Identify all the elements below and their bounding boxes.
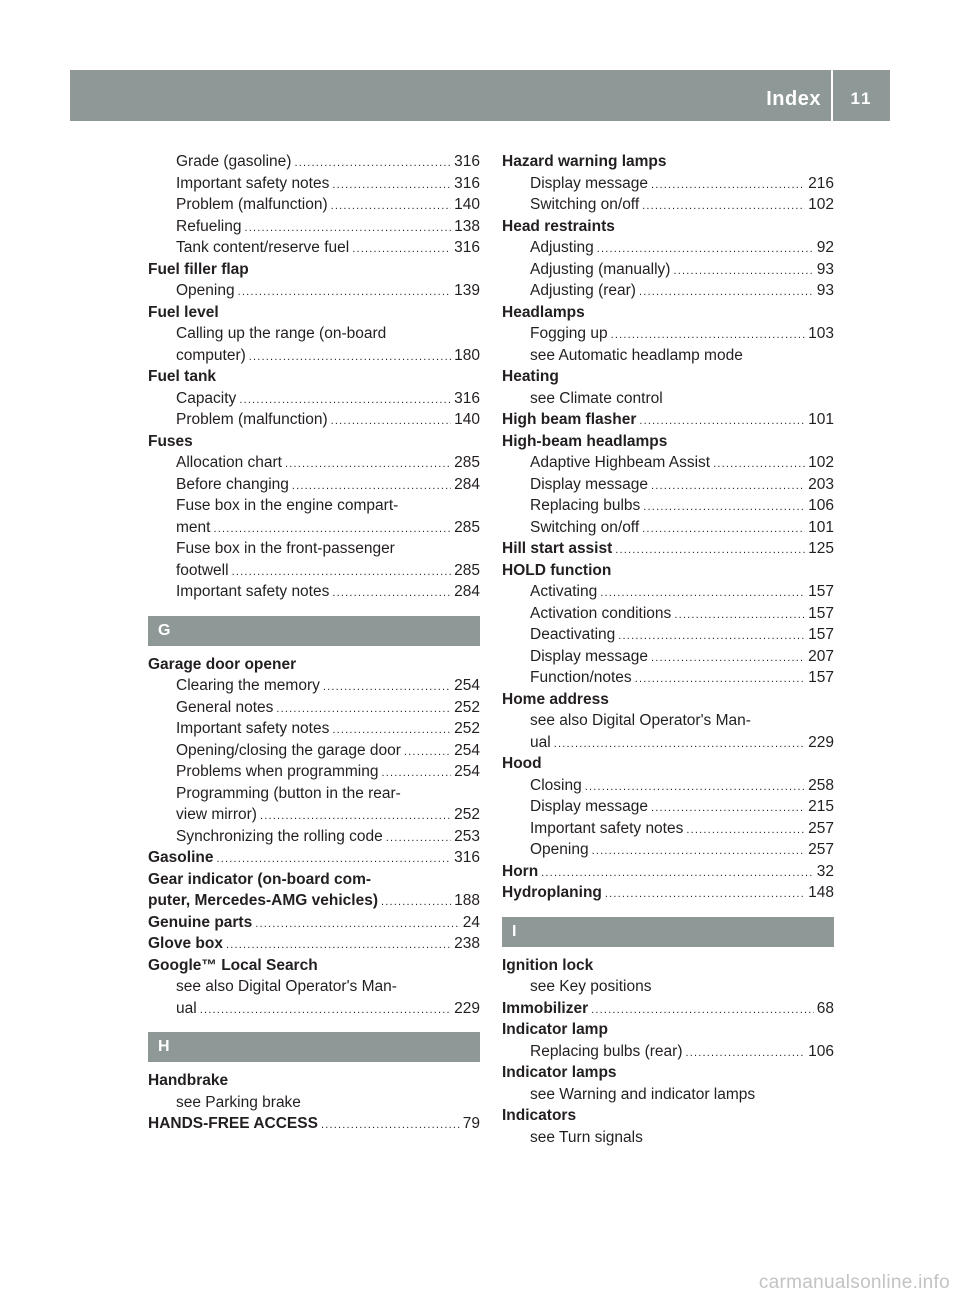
dot-leader (597, 239, 814, 261)
entry-page-number: 229 (808, 733, 834, 751)
entry-text: High beam flasher (502, 411, 637, 428)
entry-text: Synchronizing the rolling code (176, 827, 383, 845)
index-subentry (148, 388, 480, 410)
index-subentry (148, 783, 480, 805)
entry-text: Handbrake (148, 1072, 229, 1089)
index-entry (148, 955, 480, 977)
entry-text: HANDS-FREE ACCESS (148, 1115, 318, 1132)
entry-page-number: 207 (808, 647, 834, 665)
entry-page-number: 257 (808, 819, 834, 837)
index-entry (148, 259, 480, 281)
dot-leader (639, 282, 814, 304)
entry-text: Heating (502, 368, 559, 385)
dot-leader (585, 777, 805, 799)
dot-leader (255, 914, 460, 936)
dot-leader (249, 347, 451, 369)
dot-leader (635, 669, 805, 691)
entry-page-number: 316 (454, 153, 480, 170)
entry-text: Opening (176, 282, 235, 299)
entry-page-number: 32 (816, 862, 834, 880)
dot-leader (591, 1000, 814, 1022)
entry-text: Adaptive Highbeam Assist (530, 454, 711, 471)
index-entry (148, 1113, 480, 1135)
entry-text: Deactivating (530, 626, 616, 643)
index-subentry (502, 280, 834, 302)
dot-leader (321, 1115, 460, 1137)
index-subentry (502, 667, 834, 689)
entry-text: Tank content/reserve fuel (176, 239, 350, 256)
entry-page-number: 238 (454, 935, 480, 952)
entry-text: Capacity (176, 389, 237, 407)
entry-page-number: 79 (462, 1115, 480, 1132)
entry-text: Fuse box in the front-passenger (176, 540, 395, 557)
index-subentry (148, 280, 480, 302)
entry-text: Horn (502, 862, 539, 880)
entry-page-number: 284 (454, 475, 480, 493)
index-subentry (502, 173, 834, 195)
index-entry (502, 955, 834, 977)
dot-leader (642, 519, 805, 541)
entry-page-number: 258 (808, 776, 834, 794)
entry-page-number: 157 (808, 604, 834, 622)
index-entry (148, 654, 480, 676)
index-entry (502, 1062, 834, 1084)
entry-text: Switching on/off (530, 518, 640, 536)
entry-text: Adjusting (manually) (530, 260, 671, 278)
entry-page-number: 180 (454, 346, 480, 364)
header-bar (70, 70, 890, 121)
entry-page-number: 229 (454, 999, 480, 1017)
dot-leader (643, 497, 805, 519)
entry-text: Important safety notes (530, 819, 684, 837)
entry-text: Important safety notes (176, 720, 330, 737)
entry-text: Display message (530, 475, 649, 493)
index-subentry (148, 675, 480, 697)
entry-text: Hill start assist (502, 540, 613, 557)
entry-text: Garage door opener (148, 655, 297, 673)
entry-text: Indicators (502, 1107, 577, 1124)
index-subentry (148, 740, 480, 762)
index-entry (502, 689, 834, 711)
entry-text: Display message (530, 647, 649, 665)
index-subentry (148, 538, 480, 560)
entry-page-number: 103 (808, 325, 834, 342)
entry-text: Display message (530, 174, 649, 192)
index-entry (502, 409, 834, 431)
entry-text: Important safety notes (176, 174, 330, 192)
entry-text: Indicator lamp (502, 1021, 608, 1038)
entry-page-number: 285 (454, 518, 480, 536)
entry-page-number: 252 (454, 720, 480, 737)
index-entry (502, 882, 834, 904)
index-subentry (148, 761, 480, 783)
entry-page-number: 157 (808, 583, 834, 600)
dot-leader (686, 1043, 806, 1065)
index-subentry (502, 581, 834, 603)
dot-leader (226, 935, 451, 957)
index-entry (148, 933, 480, 955)
index-subentry (502, 603, 834, 625)
index-entry (502, 431, 834, 453)
index-entry (502, 1019, 834, 1041)
dot-leader (611, 325, 806, 347)
index-entry (502, 861, 834, 883)
entry-text: Headlamps (502, 303, 585, 321)
entry-page-number: 139 (454, 282, 480, 299)
dot-leader (651, 798, 805, 820)
index-entry (148, 847, 480, 869)
index-subentry (502, 818, 834, 840)
entry-page-number: 254 (454, 741, 480, 759)
entry-text: Replacing bulbs (530, 497, 641, 514)
dot-leader (332, 175, 451, 197)
index-subentry (148, 998, 480, 1020)
index-subentry (502, 495, 834, 517)
dot-leader (245, 218, 452, 240)
index-subentry (502, 710, 834, 732)
index-subentry (502, 194, 834, 216)
dot-leader (600, 583, 805, 605)
entry-text: Function/notes (530, 669, 632, 686)
dot-leader (381, 892, 451, 914)
dot-leader (276, 699, 451, 721)
section-letter-bar: H (148, 1032, 480, 1062)
entry-text: ual (530, 733, 551, 751)
index-entry (502, 302, 834, 324)
entry-page-number: 188 (454, 892, 480, 909)
index-subentry (502, 345, 834, 367)
index-subentry (502, 388, 834, 410)
index-entry (148, 431, 480, 453)
dot-leader (651, 175, 805, 197)
index-subentry (148, 216, 480, 238)
entry-text: Ignition lock (502, 956, 594, 974)
entry-text: Google™ Local Search (148, 956, 318, 974)
index-subentry (148, 718, 480, 740)
dot-leader (260, 806, 451, 828)
dot-leader (323, 677, 451, 699)
entry-page-number: 68 (816, 999, 834, 1017)
watermark: carmanualsonline.info (758, 1272, 950, 1293)
entry-page-number: 253 (454, 827, 480, 845)
index-entry (148, 869, 480, 891)
section-letter-bar: G (148, 616, 480, 646)
dot-leader (404, 742, 451, 764)
index-column-right (502, 151, 834, 1148)
entry-page-number: 102 (808, 196, 834, 213)
entry-text: computer) (176, 346, 246, 364)
dot-leader (332, 720, 451, 742)
entry-page-number: 101 (808, 411, 834, 428)
entry-text: Refueling (176, 217, 242, 235)
entry-page-number: 252 (454, 698, 480, 716)
entry-page-number: 316 (454, 849, 480, 866)
entry-page-number: 140 (454, 196, 480, 213)
index-entry (502, 560, 834, 582)
entry-text: Fogging up (530, 325, 608, 342)
index-subentry (502, 775, 834, 797)
entry-text: Grade (gasoline) (176, 153, 292, 170)
entry-page-number: 254 (454, 677, 480, 694)
index-subentry (148, 409, 480, 431)
entry-text: ment (176, 518, 211, 536)
entry-text: see Parking brake (176, 1093, 301, 1111)
entry-text: Replacing bulbs (rear) (530, 1042, 683, 1060)
dot-leader (213, 519, 451, 541)
dot-leader (285, 454, 451, 476)
entry-text: Adjusting (530, 239, 594, 256)
entry-text: Clearing the memory (176, 677, 320, 694)
entry-page-number: 252 (454, 806, 480, 823)
entry-page-number: 203 (808, 475, 834, 493)
dot-leader (686, 820, 805, 842)
entry-text: ual (176, 999, 197, 1017)
entry-text: Fuel tank (148, 368, 217, 385)
index-subentry (502, 1041, 834, 1063)
dot-leader (332, 583, 451, 605)
page-number: 11 (850, 89, 873, 108)
entry-text: HOLD function (502, 561, 612, 579)
entry-page-number: 148 (808, 884, 834, 901)
entry-text: Programming (button in the rear- (176, 784, 401, 802)
entry-text: see Key positions (530, 978, 652, 995)
entry-text: Fuse box in the engine compart- (176, 497, 399, 514)
entry-text: see Turn signals (530, 1128, 643, 1146)
entry-text: Calling up the range (on-board (176, 325, 387, 342)
entry-text: puter, Mercedes-AMG vehicles) (148, 892, 378, 909)
index-subentry (148, 173, 480, 195)
dot-leader (618, 626, 805, 648)
index-subentry (148, 1092, 480, 1114)
index-subentry (502, 646, 834, 668)
entry-text: Hazard warning lamps (502, 153, 667, 170)
entry-text: Home address (502, 690, 609, 708)
dot-leader (674, 605, 805, 627)
dot-leader (615, 540, 805, 562)
entry-text: Gasoline (148, 849, 214, 866)
entry-text: Fuel filler flap (148, 260, 249, 278)
entry-text: Problem (malfunction) (176, 196, 328, 213)
entry-page-number: 93 (816, 282, 834, 299)
index-subentry (148, 581, 480, 603)
entry-text: Indicator lamps (502, 1064, 617, 1081)
dot-leader (200, 1000, 451, 1022)
index-entry (502, 753, 834, 775)
entry-page-number: 285 (454, 561, 480, 579)
index-subentry (502, 474, 834, 496)
index-subentry (502, 732, 834, 754)
entry-page-number: 157 (808, 669, 834, 686)
dot-leader (294, 153, 451, 175)
entry-text: Switching on/off (530, 196, 640, 213)
dot-leader (651, 648, 805, 670)
entry-page-number: 101 (808, 518, 834, 536)
index-entry (148, 890, 480, 912)
dot-leader (592, 841, 806, 863)
index-subentry (502, 323, 834, 345)
entry-text: Activation conditions (530, 604, 672, 622)
index-subentry (502, 237, 834, 259)
entry-page-number: 316 (454, 174, 480, 192)
index-subentry (502, 796, 834, 818)
dot-leader (352, 239, 451, 261)
entry-text: Hydroplaning (502, 884, 602, 901)
entry-text: footwell (176, 561, 229, 579)
index-subentry (148, 323, 480, 345)
entry-text: Opening (530, 841, 589, 858)
index-subentry (148, 474, 480, 496)
index-subentry (502, 839, 834, 861)
entry-page-number: 257 (808, 841, 834, 858)
entry-page-number: 215 (808, 798, 834, 815)
index-entry (502, 1105, 834, 1127)
entry-text: Opening/closing the garage door (176, 741, 401, 759)
index-subentry (502, 976, 834, 998)
dot-leader (642, 196, 805, 218)
entry-page-number: 157 (808, 626, 834, 643)
index-entry (502, 366, 834, 388)
entry-page-number: 102 (808, 454, 834, 471)
index-entry (502, 216, 834, 238)
entry-page-number: 138 (454, 217, 480, 235)
entry-text: Genuine parts (148, 913, 253, 931)
dot-leader (386, 828, 451, 850)
index-column-left (148, 151, 480, 1135)
index-subentry (502, 517, 834, 539)
index-subentry (148, 517, 480, 539)
entry-text: Fuel level (148, 303, 219, 321)
entry-text: General notes (176, 698, 274, 716)
entry-page-number: 125 (808, 540, 834, 557)
dot-leader (331, 411, 452, 433)
section-letter-bar: I (502, 917, 834, 947)
dot-leader (554, 734, 805, 756)
dot-leader (239, 390, 451, 412)
index-entry (502, 151, 834, 173)
index-subentry (148, 452, 480, 474)
index-entry (148, 1070, 480, 1092)
index-subentry (502, 259, 834, 281)
dot-leader (216, 849, 451, 871)
index-subentry (502, 624, 834, 646)
index-entry (148, 302, 480, 324)
index-subentry (148, 151, 480, 173)
entry-text: Closing (530, 776, 582, 794)
entry-page-number: 24 (462, 913, 480, 931)
index-subentry (148, 826, 480, 848)
dot-leader (673, 261, 813, 283)
entry-text: see Automatic headlamp mode (530, 346, 743, 364)
entry-page-number: 106 (808, 497, 834, 514)
entry-text: Activating (530, 583, 598, 600)
entry-page-number: 254 (454, 763, 480, 780)
entry-text: Adjusting (rear) (530, 282, 636, 299)
entry-text: High-beam headlamps (502, 432, 668, 450)
dot-leader (381, 763, 451, 785)
index-entry (502, 998, 834, 1020)
index-subentry (148, 237, 480, 259)
entry-text: Glove box (148, 935, 223, 952)
index-subentry (148, 976, 480, 998)
entry-text: Problems when programming (176, 763, 379, 780)
dot-leader (651, 476, 805, 498)
entry-page-number: 216 (808, 174, 834, 192)
entry-text: Fuses (148, 432, 193, 450)
index-subentry (148, 804, 480, 826)
entry-text: Allocation chart (176, 454, 282, 471)
entry-text: see also Digital Operator's Man- (530, 712, 751, 729)
index-entry (148, 912, 480, 934)
index-subentry (502, 452, 834, 474)
section-title: Index (766, 88, 821, 110)
entry-text: see Warning and indicator lamps (530, 1085, 756, 1103)
dot-leader (605, 884, 805, 906)
entry-page-number: 316 (454, 389, 480, 407)
entry-text: view mirror) (176, 806, 257, 823)
dot-leader (713, 454, 805, 476)
entry-text: see Climate control (530, 389, 663, 407)
index-subentry (148, 495, 480, 517)
dot-leader (232, 562, 452, 584)
entry-page-number: 93 (816, 260, 834, 278)
entry-text: Display message (530, 798, 649, 815)
entry-text: Before changing (176, 475, 289, 493)
index-subentry (148, 697, 480, 719)
entry-text: Head restraints (502, 217, 615, 235)
entry-text: see also Digital Operator's Man- (176, 978, 397, 995)
dot-leader (331, 196, 452, 218)
index-subentry (502, 1084, 834, 1106)
dot-leader (639, 411, 805, 433)
index-subentry (502, 1127, 834, 1149)
index-subentry (148, 194, 480, 216)
index-entry (148, 366, 480, 388)
entry-text: Important safety notes (176, 583, 330, 600)
index-entry (502, 538, 834, 560)
index-subentry (148, 345, 480, 367)
entry-text: Immobilizer (502, 999, 589, 1017)
entry-text: Hood (502, 755, 542, 772)
dot-leader (238, 282, 452, 304)
entry-text: Problem (malfunction) (176, 411, 328, 428)
dot-leader (541, 863, 814, 885)
entry-page-number: 285 (454, 454, 480, 471)
entry-page-number: 92 (816, 239, 834, 256)
index-subentry (148, 560, 480, 582)
dot-leader (292, 476, 451, 498)
entry-page-number: 140 (454, 411, 480, 428)
entry-page-number: 316 (454, 239, 480, 256)
entry-page-number: 284 (454, 583, 480, 600)
entry-page-number: 106 (808, 1042, 834, 1060)
entry-text: Gear indicator (on-board com- (148, 870, 372, 888)
